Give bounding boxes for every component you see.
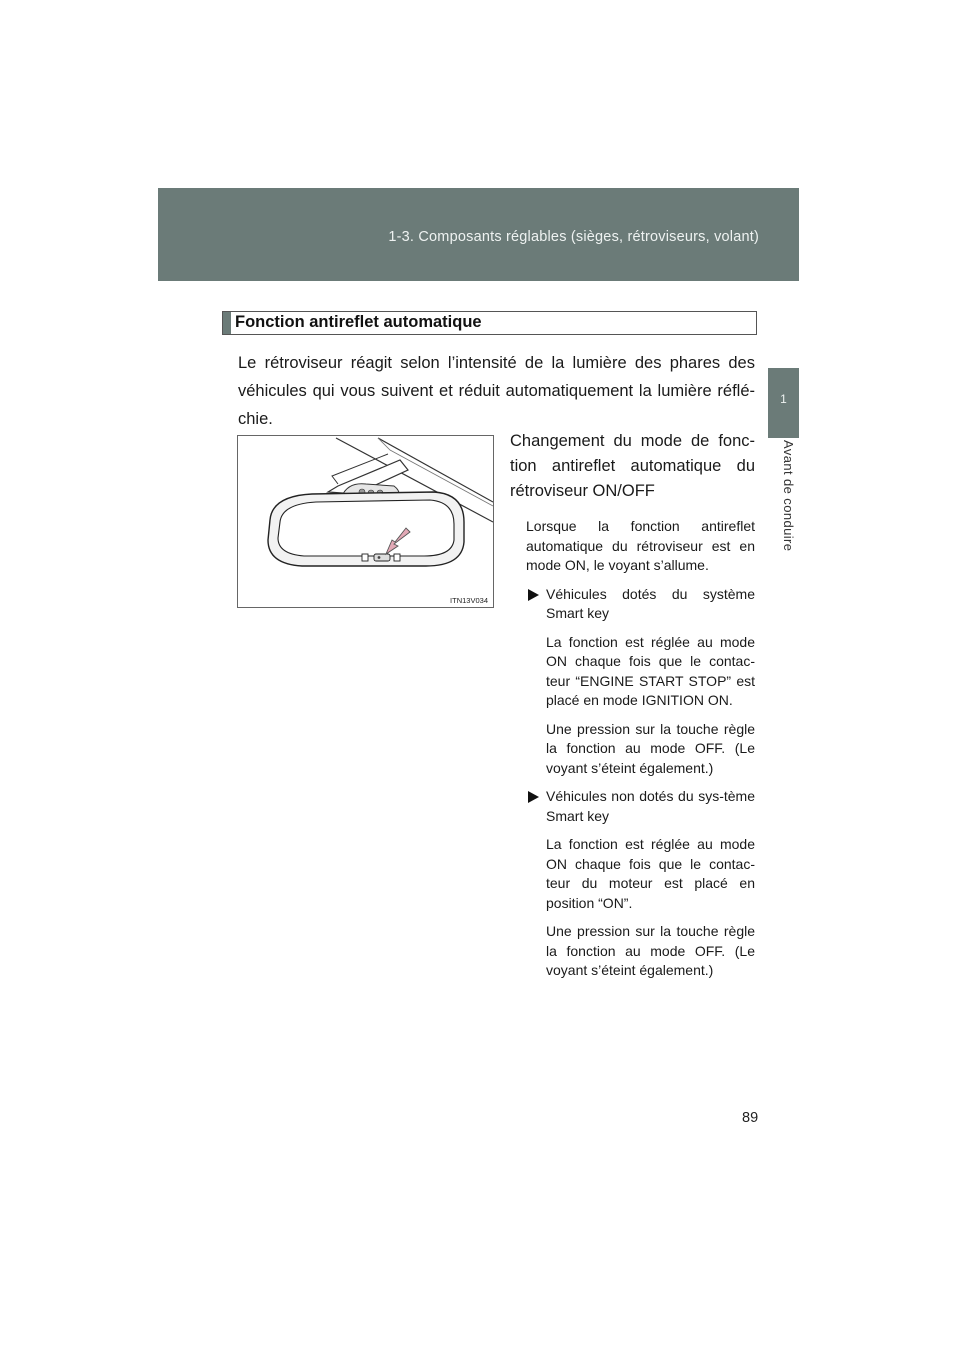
section-heading-accent [223,312,231,334]
smart-key-paragraph-2: Une pression sur la touche règle la fonction au mode OFF. (Le voyant s’éteint également.) [546,720,755,776]
subsection-heading: Changement du mode de fonc-tion antireflet automatique du rétroviseur ON/OFF [510,432,755,500]
bullet-title: Véhicules non dotés du sys-tème Smart key [546,788,755,824]
rearview-mirror-drawing [238,436,493,607]
chapter-tab [768,368,799,438]
no-smart-key-paragraph-1: La fonction est réglée au mode ON chaque fois que le contac-teur du moteur est placé en position “ON”. [546,836,755,911]
triangle-bullet-icon [528,589,539,601]
figure-code: ITN13V034 [450,596,488,605]
mirror-illustration [237,435,494,608]
chapter-side-label: Avant de conduire [781,440,796,552]
page-number: 89 [742,1110,759,1126]
bullet-title: Véhicules dotés du système Smart key [546,585,755,621]
chapter-title: 1-3. Composants réglables (sièges, rétroviseurs, volant) [388,229,759,245]
instructions-column [510,429,755,990]
triangle-bullet-icon [528,791,539,803]
section-title: Fonction antireflet automatique [235,313,482,331]
indicator-paragraph: Lorsque la fonction antireflet automatique du rétroviseur est en mode ON, le voyant s’allume. [526,518,755,573]
intro-paragraph: Le rétroviseur réagit selon l’intensité de la lumière des phares des véhicules qui vous suivent et réduit automatiquement la lumière réflé-chie. [238,354,755,428]
bullet-smart-key [526,585,755,624]
section-heading-bar [222,311,757,335]
chapter-tab-number: 1 [780,392,787,406]
chapter-header-band [158,188,799,281]
no-smart-key-paragraph-2: Une pression sur la touche règle la fonction au mode OFF. (Le voyant s’éteint également.) [546,923,755,978]
smart-key-paragraph-1: La fonction est réglée au mode ON chaque fois que le contac-teur “ENGINE START STOP” est placé en mode IGNITION ON. [546,633,755,708]
bullet-no-smart-key [526,787,755,826]
